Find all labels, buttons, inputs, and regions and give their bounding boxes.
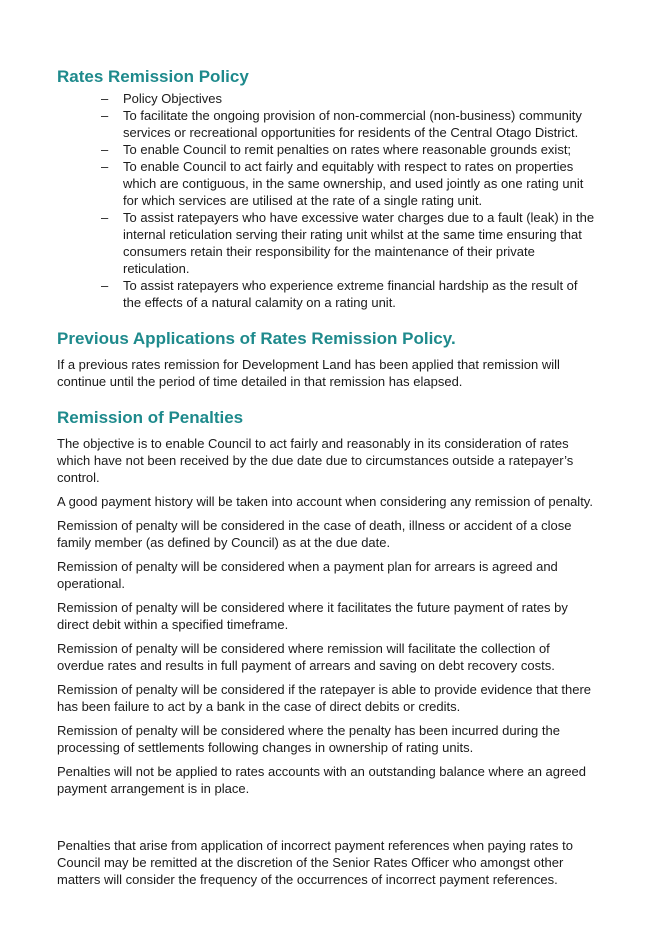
body-paragraph: Remission of penalty will be considered where the penalty has been incurred during the processing of settlements following changes in ownership of rating units. (57, 723, 560, 755)
bullet-dash: – (101, 159, 109, 174)
rates-remission-section (57, 66, 597, 311)
objectives-list (57, 90, 597, 311)
bullet-dash: – (101, 91, 109, 106)
list-item: – To enable Council to remit penalties on rates where reasonable grounds exist; (101, 142, 572, 157)
body-paragraph: Remission of penalty will be considered when a payment plan for arrears is agreed and operational. (57, 559, 558, 591)
body-paragraph: Remission of penalty will be considered if the ratepayer is able to provide evidence that there has been failure to act by a bank in the case of direct debits or credits. (57, 682, 592, 714)
list-item: – To assist ratepayers who experience extreme financial hardship as the result of the effects of a natural calamity on a rating unit. (101, 278, 578, 310)
body-paragraph: Remission of penalty will be considered where it facilitates the future payment of rates by direct debit within a specified timeframe. (57, 600, 568, 632)
bullet-dash: – (101, 108, 109, 123)
body-paragraph: The objective is to enable Council to act fairly and reasonably in its consideration of rates which have not been received by the due date due to circumstances outside a ratepayer’s control. (57, 436, 574, 485)
previous-applications-heading: Previous Applications of Rates Remission Policy. (57, 329, 456, 348)
remission-of-penalties-section (57, 407, 597, 888)
previous-applications-paragraph: If a previous rates remission for Development Land has been applied that remission will continue until the period of time detailed in that remission has elapsed. (57, 357, 560, 389)
rates-remission-heading: Rates Remission Policy (57, 67, 249, 86)
bullet-dash: – (101, 142, 109, 157)
list-item: – To enable Council to act fairly and equitably with respect to rates on properties which are contiguous, in the same ownership, and used jointly as one rating unit for which services are utilised at the rate of a single rating unit. (101, 159, 584, 208)
bullet-dash: – (101, 210, 109, 225)
body-paragraph: Remission of penalty will be considered where remission will facilitate the collection of overdue rates and results in full payment of arrears and saving on debt recovery costs. (57, 641, 555, 673)
remission-of-penalties-heading: Remission of Penalties (57, 408, 244, 427)
document-page (57, 66, 597, 888)
list-item: – Policy Objectives (101, 91, 222, 106)
body-paragraph: Penalties will not be applied to rates accounts with an outstanding balance where an agreed payment arrangement is in place. (57, 764, 587, 796)
penalties-paragraphs (57, 435, 597, 797)
previous-applications-section (57, 328, 597, 390)
list-item: – To facilitate the ongoing provision of non-commercial (non-business) community services or recreational opportunities for residents of the Central Otago District. (101, 108, 582, 140)
body-paragraph: Remission of penalty will be considered in the case of death, illness or accident of a close family member (as defined by Council) as at the due date. (57, 518, 572, 550)
bullet-dash: – (101, 278, 109, 293)
final-paragraph: Penalties that arise from application of incorrect payment references when paying rates to Council may be remitted at the discretion of the Senior Rates Officer who amongst other matters will consider the frequency of the occurrences of incorrect payment references. (57, 838, 573, 887)
list-item: – To assist ratepayers who have excessive water charges due to a fault (leak) in the internal reticulation serving their rating unit whilst at the same time ensuring that consumers retain their responsibility for the maintenance of their private reticulation. (101, 210, 595, 276)
body-paragraph: A good payment history will be taken into account when considering any remission of penalty. (57, 494, 593, 509)
